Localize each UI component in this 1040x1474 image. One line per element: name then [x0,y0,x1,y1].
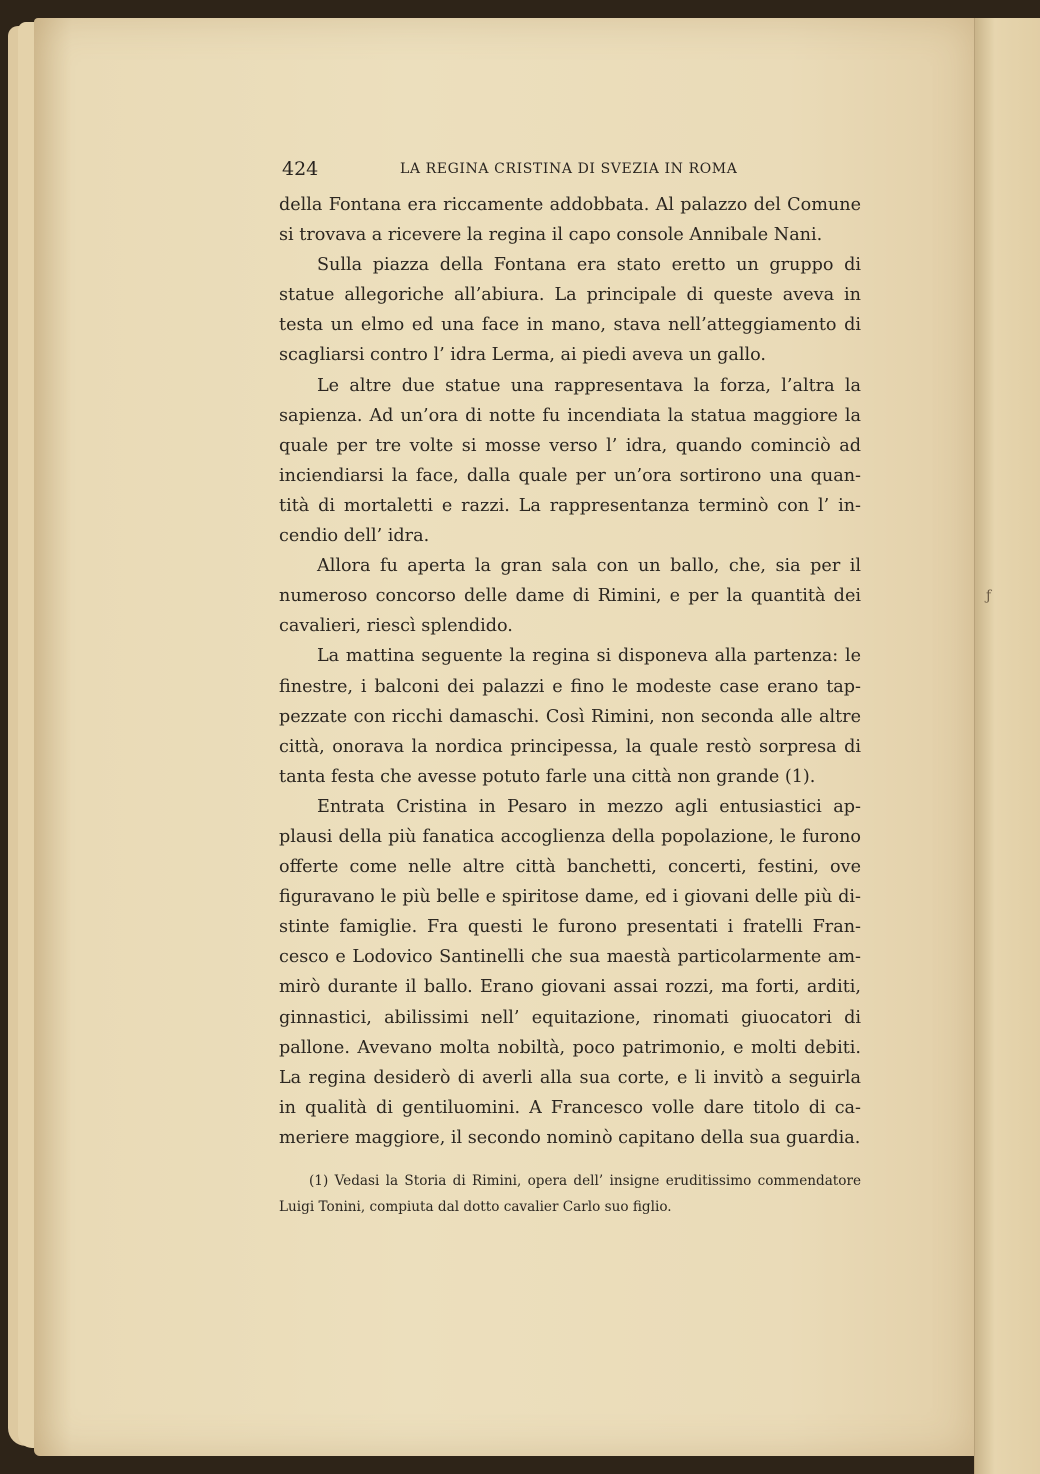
paragraph-2: Sulla piazza della Fontana era stato eretto un gruppo di statue allegoriche all’abiura. La principale di queste aveva in testa un elmo ed una face in mano, stava nell’atteggiamento di scagliarsi contro l’ idra Lerma, ai piedi aveva un gallo. [279,255,861,366]
page-number: 424 [282,158,319,180]
paragraph-5: La mattina seguente la regina si disponeva alla partenza: le finestre, i balconi dei palazzi e fino le modeste case erano tappezzate con ricchi damaschi. Così Rimini, non seconda alle altre città, onorava la nordica principessa, la quale restò sorpresa di tanta festa che avesse potuto farle una città non grande (1). [279,646,861,787]
page-header [282,158,862,186]
paragraph-3: Le altre due statue una rappresentava la forza, l’altra la sapienza. Ad un’ora di notte fu incendiata la statua maggiore la quale per tre volte si mosse verso l’ idra, quando cominciò ad inciendiarsi la face, dalla quale per un’ora sortirono una quantità di mortaletti e razzi. La rappresentanza terminò con l’ incendio dell’ idra. [279,375,861,547]
adjacent-page-mark: ƒ [986,588,992,604]
body-text [279,190,861,1153]
paragraph-6: Entrata Cristina in Pesaro in mezzo agli entusiastici applausi della più fanatica accoglienza della popolazione, le furono offerte come nelle altre città banchetti, concerti, festini, ove figuravano le più belle e spiritose dame, ed i giovani delle più distinte famiglie. Fra questi le furono presentati i fratelli Francesco e Lodovico Santinelli che sua maestà particolarmente ammirò durante il ballo. Erano giovani assai rozzi, ma forti, arditi, ginnastici, abilissimi nell’ equitazione, rinomati giuocatori di pallone. Avevano molta nobiltà, poco patrimonio, e molti debiti. La regina desiderò di averli alla sua corte, e li invitò a seguirla in qualità di gentiluomini. A Francesco volle dare titolo di cameriere maggiore, il secondo nominò capitano della sua guardia. [279,796,861,1148]
paragraph-4: Allora fu aperta la gran sala con un ballo, che, sia per il numeroso concorso delle dame di Rimini, e per la quantità dei cavalieri, riescì splendido. [279,556,861,637]
paragraph-1: della Fontana era riccamente addobbata. Al palazzo del Comune si trovava a ricevere la regina il capo console Annibale Nani. [279,195,861,246]
adjacent-page-edge [974,18,1040,1474]
footnote: (1) Vedasi la Storia di Rimini, opera dell’ insigne eruditissimo commendatore Luigi Tonini, compiuta dal dotto cavalier Carlo suo figlio. [279,1173,861,1215]
running-title: LA REGINA CRISTINA DI SVEZIA IN ROMA [400,161,738,177]
